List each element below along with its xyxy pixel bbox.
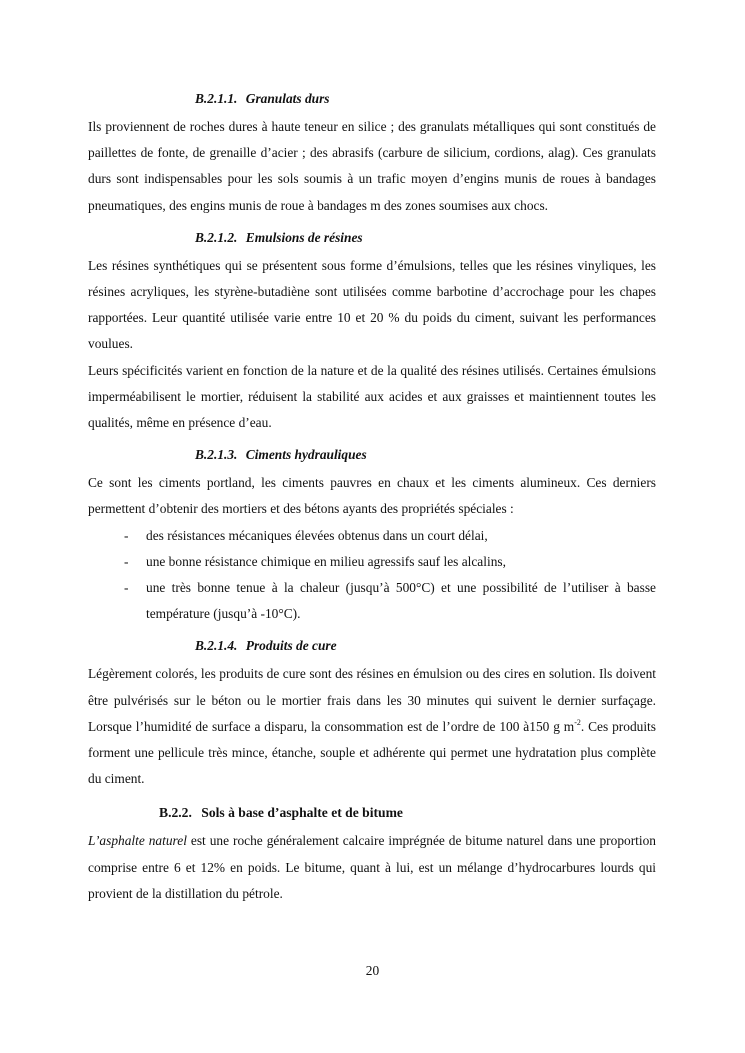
- section-heading-granulats: [195, 86, 656, 112]
- paragraph-granulats: Ils proviennent de roches dures à haute teneur en silice ; des granulats métalliques qui sont constitués de paillettes de fonte, de grenaille d’acier ; des abrasifs (carbure de silicium, cordions, alag). Ces granulats durs sont indispensables pour les sols soumis à un trafic moyen d’engins munis de roues à bandages pneumatiques, des engins munis de roue à bandages m des zones soumises aux chocs.: [88, 119, 656, 213]
- section-number: B.2.1.1.: [195, 91, 238, 106]
- section-title: Granulats durs: [245, 91, 330, 106]
- section-title: Sols à base d’asphalte et de bitume: [201, 805, 403, 821]
- paragraph-ciments: Ce sont les ciments portland, les ciments pauvres en chaux et les ciments alumineux. Ces derniers permettent d’obtenir des mortiers et des bétons ayants des propriétés spéciales :: [88, 475, 656, 517]
- document-page: [88, 86, 656, 907]
- bullet-dash: -: [124, 580, 129, 596]
- section-heading-ciments: [195, 442, 656, 468]
- bullet-dash: -: [124, 527, 129, 543]
- list-item-text: une très bonne tenue à la chaleur (jusqu’à 500°C) et une possibilité de l’utiliser à basse température (jusqu’à -10°C).: [146, 580, 656, 622]
- list-item: [88, 575, 656, 627]
- text-run: Légèrement colorés, les produits de cure sont des résines en émulsion ou des cires en solution. Ils doivent être pulvérisés sur le béton ou le mortier frais dans les 30 minutes qui suivent le dernier surfaçage. Lorsque l’humidité de surface a disparu, la consommation est de l’ordre de 100 à150 g m: [88, 666, 656, 734]
- page-number: 20: [365, 963, 380, 978]
- superscript: -2: [574, 717, 581, 727]
- paragraph-produits-cure: [88, 661, 656, 792]
- section-number: B.2.1.3.: [195, 447, 238, 463]
- list-item-text: des résistances mécaniques élevées obtenus dans un court délai,: [146, 527, 488, 543]
- paragraph-asphalte: [88, 828, 656, 907]
- section-heading-asphalte: [159, 800, 656, 826]
- section-title: Emulsions de résines: [245, 229, 363, 245]
- section-title: Ciments hydrauliques: [245, 447, 367, 463]
- section-heading-produits-cure: [195, 633, 656, 659]
- section-heading-emulsions: [195, 225, 656, 251]
- list-item: [88, 523, 656, 549]
- bullet-dash: -: [124, 553, 129, 569]
- section-number: B.2.1.4.: [195, 638, 238, 654]
- text-run: est une roche généralement calcaire imprégnée de bitume naturel dans une proportion comprise entre 6 et 12% en poids. Le bitume, quant à lui, est un mélange d’hydrocarbures lourds qui provient de la distillation du pétrole.: [88, 833, 657, 901]
- section-number: B.2.2.: [159, 805, 192, 821]
- paragraph-emulsions-2: Leurs spécificités varient en fonction de la nature et de la qualité des résines utilisés. Certaines émulsions imperméabilisent le mortier, réduisent la stabilité aux acides et aux graisses et maintiennent toutes les qualités, même en présence d’eau.: [88, 362, 656, 431]
- text-run: . Ces produits forment une pellicule très mince, étanche, souple et adhérente qui permet une hydratation plus complète du ciment.: [88, 718, 656, 787]
- paragraph-emulsions-1: Les résines synthétiques qui se présentent sous forme d’émulsions, telles que les résines vinyliques, les résines acryliques, les styrène-butadiène sont utilisées comme barbotine d’accrochage pour les chapes rapportées. Leur quantité utilisée varie entre 10 et 20 % du poids du ciment, suivant les performances voulues.: [88, 257, 656, 352]
- section-number: B.2.1.2.: [195, 229, 238, 245]
- list-item-text: une bonne résistance chimique en milieu agressifs sauf les alcalins,: [146, 553, 506, 569]
- section-title: Produits de cure: [245, 638, 337, 654]
- properties-list: [88, 523, 656, 628]
- italic-term: L’asphalte naturel: [88, 833, 187, 849]
- list-item: [88, 549, 656, 575]
